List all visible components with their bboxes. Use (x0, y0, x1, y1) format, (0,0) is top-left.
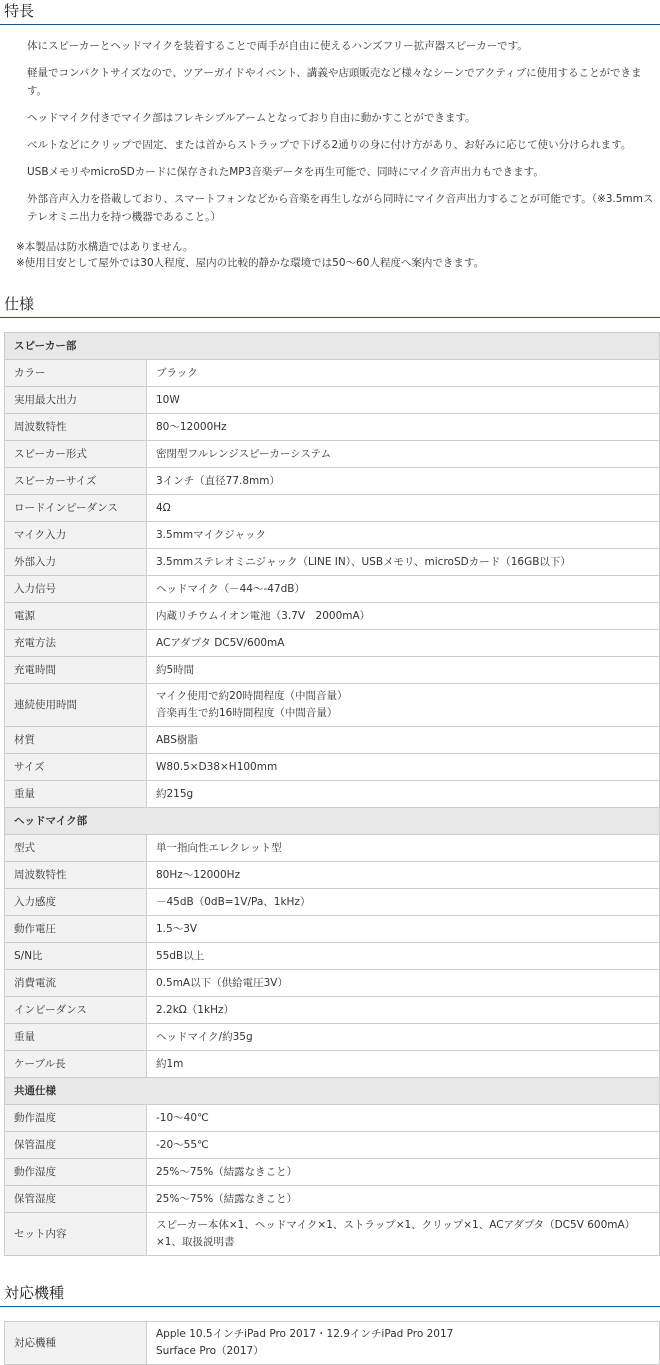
spec-row (5, 414, 660, 441)
spec-value-line: 内蔵リチウムイオン電池（3.7V 2000mA） (156, 609, 371, 622)
spec-label: 対応機種 (5, 1322, 147, 1365)
feature-paragraph: ベルトなどにクリップで固定、または首からストラップで下げる2通りの身に付け方があり、お好みに応じて使い分けられます。 (27, 139, 632, 151)
spec-label: 周波数特性 (5, 414, 147, 441)
spec-row (5, 1105, 660, 1132)
spec-value-line: 0.5mA以下（供給電圧3V） (156, 976, 288, 989)
feature-paragraph: ヘッドマイク付きでマイク部はフレキシブルアームとなっており自由に動かすことができます。 (27, 112, 476, 124)
spec-row (5, 657, 660, 684)
spec-label: 入力感度 (5, 889, 147, 916)
spec-row (5, 1186, 660, 1213)
spec-label: ケーブル長 (5, 1051, 147, 1078)
spec-row (5, 781, 660, 808)
spec-label: 材質 (5, 727, 147, 754)
features-notes (0, 239, 660, 271)
spec-value (147, 1024, 660, 1051)
spec-value (147, 414, 660, 441)
spec-label: 重量 (5, 781, 147, 808)
spec-row (5, 630, 660, 657)
spec-row (5, 1322, 660, 1365)
spec-value (147, 754, 660, 781)
spec-label: 電源 (5, 603, 147, 630)
spec-label: インピーダンス (5, 997, 147, 1024)
spec-value-line: 単一指向性エレクレット型 (156, 841, 282, 854)
spec-row (5, 603, 660, 630)
spec-value-line: －45dB（0dB=1V/Pa、1kHz） (156, 895, 311, 908)
spec-row (5, 549, 660, 576)
spec-value-line: Apple 10.5インチiPad Pro 2017・12.9インチiPad Pro 2017 (156, 1328, 454, 1340)
spec-value-line: マイク使用で約20時間程度（中間音量） (156, 690, 348, 702)
spec-label: ロードインピーダンス (5, 495, 147, 522)
spec-value-line: 約1m (156, 1057, 184, 1070)
spec-label: スピーカー形式 (5, 441, 147, 468)
features-section (0, 0, 660, 271)
spec-value-line: 80Hz～12000Hz (156, 868, 241, 881)
spec-value-line: 約5時間 (156, 663, 195, 676)
spec-value (147, 889, 660, 916)
spec-row (5, 1159, 660, 1186)
spec-row (5, 522, 660, 549)
spec-row (5, 889, 660, 916)
spec-label: 動作電圧 (5, 916, 147, 943)
spec-group-heading: 共通仕様 (5, 1078, 660, 1105)
spec-value (147, 657, 660, 684)
spec-label: 動作温度 (5, 1105, 147, 1132)
spec-value-line: 25%～75%（結露なきこと） (156, 1192, 298, 1205)
spec-value (147, 522, 660, 549)
spec-value (147, 727, 660, 754)
spec-value (147, 1159, 660, 1186)
spec-value (147, 630, 660, 657)
spec-value (147, 1132, 660, 1159)
spec-table (4, 332, 660, 1256)
compat-table (4, 1321, 660, 1365)
spec-row (5, 835, 660, 862)
spec-group-heading: ヘッドマイク部 (5, 808, 660, 835)
feature-paragraph: USBメモリやmicroSDカードに保存されたMP3音楽データを再生可能で、同時にマイク音声出力もできます。 (27, 166, 544, 178)
feature-note: ※使用目安として屋外では30人程度、屋内の比較的静かな環境では50～60人程度へ案内できます。 (16, 257, 485, 269)
spec-label: 実用最大出力 (5, 387, 147, 414)
features-title: 特長 (0, 0, 660, 25)
spec-label: 型式 (5, 835, 147, 862)
spec-group-row (5, 1078, 660, 1105)
spec-value (147, 1322, 660, 1365)
spec-label: 周波数特性 (5, 862, 147, 889)
spec-value (147, 1186, 660, 1213)
spec-value (147, 576, 660, 603)
spec-value (147, 603, 660, 630)
spec-value (147, 943, 660, 970)
spec-value (147, 862, 660, 889)
spec-value (147, 468, 660, 495)
spec-label: 入力信号 (5, 576, 147, 603)
spec-group-row (5, 808, 660, 835)
spec-label: 動作湿度 (5, 1159, 147, 1186)
spec-label: 外部入力 (5, 549, 147, 576)
spec-row (5, 360, 660, 387)
spec-value (147, 781, 660, 808)
spec-row (5, 916, 660, 943)
spec-value (147, 441, 660, 468)
spec-value (147, 835, 660, 862)
spec-value-line: 3インチ（直径77.8mm） (156, 474, 281, 487)
spec-value-line: 2.2kΩ（1kHz） (156, 1003, 234, 1016)
spec-row (5, 441, 660, 468)
spec-label: 充電時間 (5, 657, 147, 684)
feature-paragraph: 軽量でコンパクトサイズなので、ツアーガイドやイベント、講義や店頭販売など様々なシーンでアクティブに使用することができます。 (27, 67, 642, 97)
spec-row (5, 862, 660, 889)
spec-label: マイク入力 (5, 522, 147, 549)
spec-value (147, 1051, 660, 1078)
spec-label: 充電方法 (5, 630, 147, 657)
spec-row (5, 576, 660, 603)
spec-value-line: -10～40℃ (156, 1111, 209, 1124)
spec-value-line: ABS樹脂 (156, 733, 198, 746)
spec-value-line: 10W (156, 393, 180, 406)
spec-row (5, 684, 660, 727)
spec-value-line: 1.5～3V (156, 922, 198, 935)
spec-value (147, 360, 660, 387)
spec-row (5, 970, 660, 997)
spec-value (147, 1105, 660, 1132)
spec-label: 保管温度 (5, 1132, 147, 1159)
spec-row (5, 468, 660, 495)
features-list (0, 37, 660, 226)
spec-value-line: ACアダプタ DC5V/600mA (156, 636, 285, 649)
spec-label: サイズ (5, 754, 147, 781)
spec-value-line: W80.5×D38×H100mm (156, 760, 278, 773)
spec-value-line: 3.5mmステレオミニジャック（LINE IN）、USBメモリ、microSDカード（16GB以下） (156, 555, 571, 568)
spec-value-line: ブラック (156, 366, 198, 379)
spec-row (5, 387, 660, 414)
spec-row (5, 1213, 660, 1256)
feature-paragraph: 外部音声入力を搭載しており、スマートフォンなどから音楽を再生しながら同時にマイク音声出力することが可能です。（※3.5mmステレオミニ出力を持つ機器であること。） (27, 193, 654, 223)
spec-value-line: Surface Pro（2017） (156, 1345, 264, 1357)
spec-value-line: 55dB以上 (156, 949, 205, 962)
spec-row (5, 495, 660, 522)
spec-value-line: 4Ω (156, 501, 171, 514)
spec-value (147, 916, 660, 943)
spec-label: 重量 (5, 1024, 147, 1051)
spec-value-line: 密閉型フルレンジスピーカーシステム (156, 447, 332, 460)
spec-value-line: 音楽再生で約16時間程度（中間音量） (156, 707, 338, 719)
spec-row (5, 943, 660, 970)
spec-row (5, 1024, 660, 1051)
spec-value (147, 970, 660, 997)
feature-paragraph: 体にスピーカーとヘッドマイクを装着することで両手が自由に使えるハンズフリー拡声器スピーカーです。 (27, 40, 528, 52)
spec-label: 連続使用時間 (5, 684, 147, 727)
spec-title: 仕様 (0, 293, 660, 318)
spec-label: 消費電流 (5, 970, 147, 997)
feature-note: ※本製品は防水構造ではありません。 (16, 241, 194, 253)
spec-value-line: -20～55℃ (156, 1138, 209, 1151)
spec-label: S/N比 (5, 943, 147, 970)
spec-value (147, 1213, 660, 1256)
spec-label: スピーカーサイズ (5, 468, 147, 495)
spec-row (5, 754, 660, 781)
spec-value (147, 495, 660, 522)
spec-value-line: 25%～75%（結露なきこと） (156, 1165, 298, 1178)
spec-section (0, 293, 660, 1256)
spec-group-heading: スピーカー部 (5, 333, 660, 360)
spec-value (147, 387, 660, 414)
spec-value-line: 約215g (156, 787, 194, 800)
spec-row (5, 727, 660, 754)
compat-title: 対応機種 (0, 1282, 660, 1307)
spec-label: 保管湿度 (5, 1186, 147, 1213)
spec-label: セット内容 (5, 1213, 147, 1256)
spec-value-line: ヘッドマイク（－44～-47dB） (156, 582, 305, 595)
spec-row (5, 1051, 660, 1078)
spec-value-line: ヘッドマイク/約35g (156, 1030, 253, 1043)
spec-value-line: スピーカー本体×1、ヘッドマイク×1、ストラップ×1、クリップ×1、ACアダプタ（DC5V 600mA）×1、取扱説明書 (156, 1219, 636, 1248)
spec-row (5, 1132, 660, 1159)
spec-row (5, 997, 660, 1024)
spec-value-line: 3.5mmマイクジャック (156, 528, 267, 541)
spec-value (147, 684, 660, 727)
spec-label: カラー (5, 360, 147, 387)
spec-value (147, 549, 660, 576)
spec-value-line: 80～12000Hz (156, 420, 227, 433)
spec-group-row (5, 333, 660, 360)
spec-value (147, 997, 660, 1024)
